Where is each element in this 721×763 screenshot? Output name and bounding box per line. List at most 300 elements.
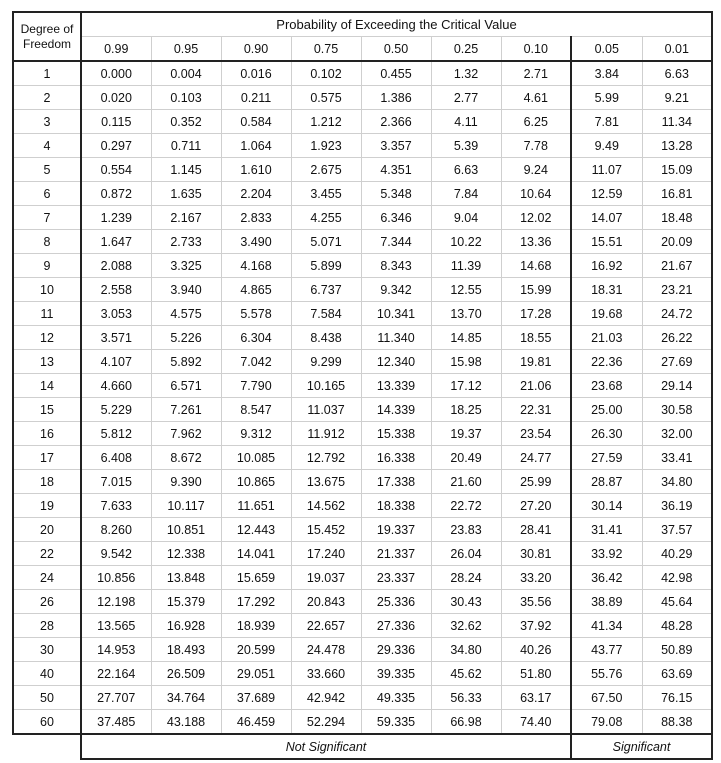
degree-of-freedom-cell: 20 xyxy=(13,518,81,542)
degree-of-freedom-header xyxy=(13,12,81,61)
critical-value-cell: 0.115 xyxy=(81,110,151,134)
critical-value-cell: 3.571 xyxy=(81,326,151,350)
table-row xyxy=(13,206,712,230)
critical-value-cell: 5.226 xyxy=(151,326,221,350)
critical-value-cell: 5.812 xyxy=(81,422,151,446)
degree-of-freedom-cell: 10 xyxy=(13,278,81,302)
critical-value-cell: 56.33 xyxy=(431,686,501,710)
critical-value-cell: 3.053 xyxy=(81,302,151,326)
critical-value-cell: 1.647 xyxy=(81,230,151,254)
critical-value-cell: 32.62 xyxy=(431,614,501,638)
critical-value-cell: 13.339 xyxy=(361,374,431,398)
table-row xyxy=(13,542,712,566)
critical-value-cell: 18.493 xyxy=(151,638,221,662)
critical-value-cell: 0.020 xyxy=(81,86,151,110)
critical-value-cell: 18.55 xyxy=(501,326,571,350)
critical-value-cell: 4.107 xyxy=(81,350,151,374)
critical-value-cell: 24.478 xyxy=(291,638,361,662)
degree-of-freedom-cell: 16 xyxy=(13,422,81,446)
critical-value-cell: 0.711 xyxy=(151,134,221,158)
degree-of-freedom-cell: 6 xyxy=(13,182,81,206)
degree-of-freedom-cell: 19 xyxy=(13,494,81,518)
table-row xyxy=(13,686,712,710)
degree-of-freedom-cell: 13 xyxy=(13,350,81,374)
critical-value-cell: 37.57 xyxy=(642,518,712,542)
critical-value-cell: 4.575 xyxy=(151,302,221,326)
critical-value-cell: 12.443 xyxy=(221,518,291,542)
critical-value-cell: 15.99 xyxy=(501,278,571,302)
critical-value-cell: 18.31 xyxy=(571,278,642,302)
table-row xyxy=(13,230,712,254)
critical-value-cell: 9.312 xyxy=(221,422,291,446)
critical-value-cell: 55.76 xyxy=(571,662,642,686)
degree-of-freedom-cell: 50 xyxy=(13,686,81,710)
critical-value-cell: 29.051 xyxy=(221,662,291,686)
critical-value-cell: 39.335 xyxy=(361,662,431,686)
critical-value-cell: 1.212 xyxy=(291,110,361,134)
probability-header-cell: 0.25 xyxy=(431,37,501,62)
critical-value-cell: 8.547 xyxy=(221,398,291,422)
degree-of-freedom-cell: 7 xyxy=(13,206,81,230)
critical-value-cell: 31.41 xyxy=(571,518,642,542)
critical-value-cell: 8.343 xyxy=(361,254,431,278)
footer-row xyxy=(13,734,712,759)
not-significant-label: Not Significant xyxy=(81,734,571,759)
critical-value-cell: 14.85 xyxy=(431,326,501,350)
critical-value-cell: 45.62 xyxy=(431,662,501,686)
critical-value-cell: 27.59 xyxy=(571,446,642,470)
critical-value-cell: 7.344 xyxy=(361,230,431,254)
critical-value-cell: 2.366 xyxy=(361,110,431,134)
critical-value-cell: 21.67 xyxy=(642,254,712,278)
critical-value-cell: 27.336 xyxy=(361,614,431,638)
critical-value-cell: 6.304 xyxy=(221,326,291,350)
table-body xyxy=(13,61,712,734)
critical-value-cell: 13.848 xyxy=(151,566,221,590)
degree-of-freedom-cell: 2 xyxy=(13,86,81,110)
critical-value-cell: 2.833 xyxy=(221,206,291,230)
critical-value-cell: 30.81 xyxy=(501,542,571,566)
critical-value-cell: 27.707 xyxy=(81,686,151,710)
probability-header-cell: 0.95 xyxy=(151,37,221,62)
critical-value-cell: 6.737 xyxy=(291,278,361,302)
critical-value-cell: 0.352 xyxy=(151,110,221,134)
critical-value-cell: 13.675 xyxy=(291,470,361,494)
critical-value-cell: 5.39 xyxy=(431,134,501,158)
critical-value-cell: 25.99 xyxy=(501,470,571,494)
probability-header-cell: 0.90 xyxy=(221,37,291,62)
critical-value-cell: 10.64 xyxy=(501,182,571,206)
degree-of-freedom-cell: 9 xyxy=(13,254,81,278)
critical-value-cell: 0.455 xyxy=(361,61,431,86)
critical-value-cell: 34.764 xyxy=(151,686,221,710)
critical-value-cell: 29.336 xyxy=(361,638,431,662)
critical-value-cell: 9.390 xyxy=(151,470,221,494)
critical-value-cell: 15.09 xyxy=(642,158,712,182)
critical-value-cell: 36.19 xyxy=(642,494,712,518)
critical-value-cell: 17.240 xyxy=(291,542,361,566)
footer-blank-cell xyxy=(13,734,81,759)
critical-value-cell: 19.81 xyxy=(501,350,571,374)
table-row xyxy=(13,590,712,614)
critical-value-cell: 10.085 xyxy=(221,446,291,470)
critical-value-cell: 33.660 xyxy=(291,662,361,686)
critical-value-cell: 27.20 xyxy=(501,494,571,518)
degree-of-freedom-cell: 26 xyxy=(13,590,81,614)
critical-value-cell: 1.386 xyxy=(361,86,431,110)
critical-value-cell: 23.337 xyxy=(361,566,431,590)
critical-value-cell: 88.38 xyxy=(642,710,712,735)
critical-value-cell: 23.54 xyxy=(501,422,571,446)
critical-value-cell: 43.77 xyxy=(571,638,642,662)
critical-value-cell: 10.165 xyxy=(291,374,361,398)
degree-of-freedom-cell: 17 xyxy=(13,446,81,470)
table-row xyxy=(13,254,712,278)
critical-value-cell: 32.00 xyxy=(642,422,712,446)
critical-value-cell: 22.36 xyxy=(571,350,642,374)
degree-of-freedom-cell: 28 xyxy=(13,614,81,638)
critical-value-cell: 46.459 xyxy=(221,710,291,735)
critical-value-cell: 16.81 xyxy=(642,182,712,206)
table-row xyxy=(13,182,712,206)
critical-value-cell: 21.06 xyxy=(501,374,571,398)
critical-value-cell: 18.939 xyxy=(221,614,291,638)
critical-value-cell: 17.292 xyxy=(221,590,291,614)
critical-value-cell: 49.335 xyxy=(361,686,431,710)
critical-value-cell: 14.339 xyxy=(361,398,431,422)
critical-value-cell: 0.000 xyxy=(81,61,151,86)
critical-value-cell: 8.672 xyxy=(151,446,221,470)
critical-value-cell: 23.83 xyxy=(431,518,501,542)
critical-value-cell: 42.98 xyxy=(642,566,712,590)
critical-value-cell: 19.68 xyxy=(571,302,642,326)
critical-value-cell: 14.07 xyxy=(571,206,642,230)
critical-value-cell: 15.98 xyxy=(431,350,501,374)
critical-value-cell: 21.60 xyxy=(431,470,501,494)
critical-value-cell: 4.11 xyxy=(431,110,501,134)
critical-value-cell: 3.940 xyxy=(151,278,221,302)
degree-of-freedom-cell: 24 xyxy=(13,566,81,590)
table-row xyxy=(13,374,712,398)
degree-of-freedom-cell: 40 xyxy=(13,662,81,686)
critical-value-cell: 3.357 xyxy=(361,134,431,158)
critical-value-cell: 0.872 xyxy=(81,182,151,206)
critical-value-cell: 5.892 xyxy=(151,350,221,374)
critical-value-cell: 9.542 xyxy=(81,542,151,566)
critical-value-cell: 6.571 xyxy=(151,374,221,398)
critical-value-cell: 5.578 xyxy=(221,302,291,326)
critical-value-cell: 15.659 xyxy=(221,566,291,590)
critical-value-cell: 0.554 xyxy=(81,158,151,182)
header-title-row xyxy=(13,12,712,37)
probability-header-cell: 0.05 xyxy=(571,37,642,62)
critical-value-cell: 11.912 xyxy=(291,422,361,446)
critical-value-cell: 18.48 xyxy=(642,206,712,230)
critical-value-cell: 59.335 xyxy=(361,710,431,735)
critical-value-cell: 13.28 xyxy=(642,134,712,158)
critical-value-cell: 25.336 xyxy=(361,590,431,614)
table-row xyxy=(13,61,712,86)
critical-value-cell: 20.843 xyxy=(291,590,361,614)
critical-value-cell: 3.84 xyxy=(571,61,642,86)
probability-header-cell: 0.50 xyxy=(361,37,431,62)
critical-value-cell: 23.68 xyxy=(571,374,642,398)
critical-value-cell: 74.40 xyxy=(501,710,571,735)
critical-value-cell: 5.348 xyxy=(361,182,431,206)
probability-header-cell: 0.99 xyxy=(81,37,151,62)
critical-value-cell: 11.07 xyxy=(571,158,642,182)
critical-value-cell: 0.103 xyxy=(151,86,221,110)
critical-value-cell: 17.28 xyxy=(501,302,571,326)
dof-label-line1: Degree of xyxy=(20,21,74,36)
degree-of-freedom-cell: 5 xyxy=(13,158,81,182)
degree-of-freedom-cell: 15 xyxy=(13,398,81,422)
critical-value-cell: 63.69 xyxy=(642,662,712,686)
critical-value-cell: 9.04 xyxy=(431,206,501,230)
critical-value-cell: 14.041 xyxy=(221,542,291,566)
table-row xyxy=(13,158,712,182)
table-row xyxy=(13,662,712,686)
critical-value-cell: 4.61 xyxy=(501,86,571,110)
critical-value-cell: 12.55 xyxy=(431,278,501,302)
critical-value-cell: 76.15 xyxy=(642,686,712,710)
critical-value-cell: 18.25 xyxy=(431,398,501,422)
critical-value-cell: 9.21 xyxy=(642,86,712,110)
critical-value-cell: 0.575 xyxy=(291,86,361,110)
critical-value-cell: 33.41 xyxy=(642,446,712,470)
critical-value-cell: 36.42 xyxy=(571,566,642,590)
critical-value-cell: 63.17 xyxy=(501,686,571,710)
critical-value-cell: 42.942 xyxy=(291,686,361,710)
critical-value-cell: 11.39 xyxy=(431,254,501,278)
critical-value-cell: 6.346 xyxy=(361,206,431,230)
critical-value-cell: 3.490 xyxy=(221,230,291,254)
critical-value-cell: 13.36 xyxy=(501,230,571,254)
critical-value-cell: 10.22 xyxy=(431,230,501,254)
critical-value-cell: 9.342 xyxy=(361,278,431,302)
critical-value-cell: 12.340 xyxy=(361,350,431,374)
critical-value-cell: 9.24 xyxy=(501,158,571,182)
critical-value-cell: 26.22 xyxy=(642,326,712,350)
critical-value-cell: 66.98 xyxy=(431,710,501,735)
table-row xyxy=(13,278,712,302)
critical-value-cell: 9.299 xyxy=(291,350,361,374)
degree-of-freedom-cell: 22 xyxy=(13,542,81,566)
critical-value-cell: 29.14 xyxy=(642,374,712,398)
critical-value-cell: 11.651 xyxy=(221,494,291,518)
critical-value-cell: 21.337 xyxy=(361,542,431,566)
degree-of-freedom-cell: 8 xyxy=(13,230,81,254)
critical-value-cell: 30.58 xyxy=(642,398,712,422)
critical-value-cell: 2.71 xyxy=(501,61,571,86)
critical-value-cell: 6.63 xyxy=(642,61,712,86)
critical-value-cell: 2.204 xyxy=(221,182,291,206)
critical-value-cell: 12.792 xyxy=(291,446,361,470)
table-row xyxy=(13,470,712,494)
critical-value-cell: 34.80 xyxy=(431,638,501,662)
critical-value-cell: 2.088 xyxy=(81,254,151,278)
critical-value-cell: 21.03 xyxy=(571,326,642,350)
critical-value-cell: 26.04 xyxy=(431,542,501,566)
table-row xyxy=(13,326,712,350)
critical-value-cell: 5.071 xyxy=(291,230,361,254)
critical-value-cell: 37.92 xyxy=(501,614,571,638)
critical-value-cell: 8.438 xyxy=(291,326,361,350)
critical-value-cell: 10.856 xyxy=(81,566,151,590)
critical-value-cell: 28.41 xyxy=(501,518,571,542)
critical-value-cell: 15.338 xyxy=(361,422,431,446)
degree-of-freedom-cell: 12 xyxy=(13,326,81,350)
critical-value-cell: 4.168 xyxy=(221,254,291,278)
table-row xyxy=(13,302,712,326)
critical-value-cell: 7.261 xyxy=(151,398,221,422)
critical-value-cell: 7.81 xyxy=(571,110,642,134)
critical-value-cell: 1.635 xyxy=(151,182,221,206)
critical-value-cell: 16.928 xyxy=(151,614,221,638)
critical-value-cell: 7.790 xyxy=(221,374,291,398)
table-row xyxy=(13,422,712,446)
critical-value-cell: 7.962 xyxy=(151,422,221,446)
critical-value-cell: 24.77 xyxy=(501,446,571,470)
table-row xyxy=(13,398,712,422)
critical-value-cell: 35.56 xyxy=(501,590,571,614)
critical-value-cell: 11.037 xyxy=(291,398,361,422)
degree-of-freedom-cell: 18 xyxy=(13,470,81,494)
critical-value-cell: 11.34 xyxy=(642,110,712,134)
critical-value-cell: 1.239 xyxy=(81,206,151,230)
critical-value-cell: 50.89 xyxy=(642,638,712,662)
critical-value-cell: 3.455 xyxy=(291,182,361,206)
critical-value-cell: 38.89 xyxy=(571,590,642,614)
critical-value-cell: 51.80 xyxy=(501,662,571,686)
critical-value-cell: 0.211 xyxy=(221,86,291,110)
probability-header-row xyxy=(13,37,712,62)
critical-value-cell: 12.198 xyxy=(81,590,151,614)
degree-of-freedom-cell: 30 xyxy=(13,638,81,662)
table-row xyxy=(13,446,712,470)
critical-value-cell: 6.63 xyxy=(431,158,501,182)
critical-value-cell: 33.20 xyxy=(501,566,571,590)
critical-value-cell: 2.675 xyxy=(291,158,361,182)
critical-value-cell: 4.255 xyxy=(291,206,361,230)
critical-value-cell: 2.558 xyxy=(81,278,151,302)
critical-value-cell: 14.562 xyxy=(291,494,361,518)
critical-value-cell: 37.689 xyxy=(221,686,291,710)
critical-value-cell: 40.29 xyxy=(642,542,712,566)
probability-header-cell: 0.75 xyxy=(291,37,361,62)
critical-value-cell: 10.117 xyxy=(151,494,221,518)
critical-value-cell: 30.43 xyxy=(431,590,501,614)
critical-value-cell: 9.49 xyxy=(571,134,642,158)
critical-value-cell: 4.865 xyxy=(221,278,291,302)
degree-of-freedom-cell: 14 xyxy=(13,374,81,398)
critical-value-cell: 19.337 xyxy=(361,518,431,542)
table-row xyxy=(13,638,712,662)
critical-value-cell: 20.599 xyxy=(221,638,291,662)
critical-value-cell: 27.69 xyxy=(642,350,712,374)
critical-value-cell: 5.99 xyxy=(571,86,642,110)
critical-value-cell: 15.379 xyxy=(151,590,221,614)
critical-value-cell: 5.229 xyxy=(81,398,151,422)
critical-value-cell: 2.77 xyxy=(431,86,501,110)
critical-value-cell: 3.325 xyxy=(151,254,221,278)
critical-value-cell: 2.733 xyxy=(151,230,221,254)
critical-value-cell: 26.30 xyxy=(571,422,642,446)
table-row xyxy=(13,350,712,374)
degree-of-freedom-cell: 4 xyxy=(13,134,81,158)
critical-value-cell: 7.015 xyxy=(81,470,151,494)
critical-value-cell: 45.64 xyxy=(642,590,712,614)
critical-value-cell: 15.452 xyxy=(291,518,361,542)
table-row xyxy=(13,134,712,158)
critical-value-cell: 7.78 xyxy=(501,134,571,158)
critical-value-cell: 14.953 xyxy=(81,638,151,662)
critical-value-cell: 48.28 xyxy=(642,614,712,638)
critical-value-cell: 40.26 xyxy=(501,638,571,662)
critical-value-cell: 52.294 xyxy=(291,710,361,735)
critical-value-cell: 7.042 xyxy=(221,350,291,374)
critical-value-cell: 10.851 xyxy=(151,518,221,542)
table-row xyxy=(13,494,712,518)
critical-value-cell: 67.50 xyxy=(571,686,642,710)
critical-value-cell: 7.584 xyxy=(291,302,361,326)
critical-value-cell: 10.865 xyxy=(221,470,291,494)
critical-value-cell: 20.49 xyxy=(431,446,501,470)
critical-value-cell: 17.338 xyxy=(361,470,431,494)
degree-of-freedom-cell: 3 xyxy=(13,110,81,134)
critical-value-cell: 1.923 xyxy=(291,134,361,158)
critical-value-cell: 13.565 xyxy=(81,614,151,638)
critical-value-cell: 23.21 xyxy=(642,278,712,302)
probability-header-cell: 0.10 xyxy=(501,37,571,62)
critical-value-cell: 25.00 xyxy=(571,398,642,422)
critical-value-cell: 8.260 xyxy=(81,518,151,542)
critical-value-cell: 30.14 xyxy=(571,494,642,518)
critical-value-cell: 16.92 xyxy=(571,254,642,278)
critical-value-cell: 22.31 xyxy=(501,398,571,422)
critical-value-cell: 22.657 xyxy=(291,614,361,638)
table-row xyxy=(13,566,712,590)
chi-square-table-container xyxy=(12,11,713,760)
critical-value-cell: 6.408 xyxy=(81,446,151,470)
critical-value-cell: 1.064 xyxy=(221,134,291,158)
critical-value-cell: 1.32 xyxy=(431,61,501,86)
degree-of-freedom-cell: 60 xyxy=(13,710,81,735)
critical-value-cell: 0.102 xyxy=(291,61,361,86)
probability-header-cell: 0.01 xyxy=(642,37,712,62)
critical-value-cell: 7.84 xyxy=(431,182,501,206)
critical-value-cell: 79.08 xyxy=(571,710,642,735)
critical-value-cell: 12.338 xyxy=(151,542,221,566)
critical-value-cell: 19.037 xyxy=(291,566,361,590)
table-row xyxy=(13,86,712,110)
critical-value-cell: 1.145 xyxy=(151,158,221,182)
critical-value-cell: 28.24 xyxy=(431,566,501,590)
critical-value-cell: 0.016 xyxy=(221,61,291,86)
table-row xyxy=(13,110,712,134)
critical-value-cell: 2.167 xyxy=(151,206,221,230)
critical-value-cell: 28.87 xyxy=(571,470,642,494)
table-row xyxy=(13,518,712,542)
critical-value-cell: 24.72 xyxy=(642,302,712,326)
critical-value-cell: 7.633 xyxy=(81,494,151,518)
critical-value-cell: 17.12 xyxy=(431,374,501,398)
critical-value-cell: 18.338 xyxy=(361,494,431,518)
chi-square-critical-values-table xyxy=(12,11,713,760)
critical-value-cell: 41.34 xyxy=(571,614,642,638)
degree-of-freedom-cell: 1 xyxy=(13,61,81,86)
critical-value-cell: 5.899 xyxy=(291,254,361,278)
